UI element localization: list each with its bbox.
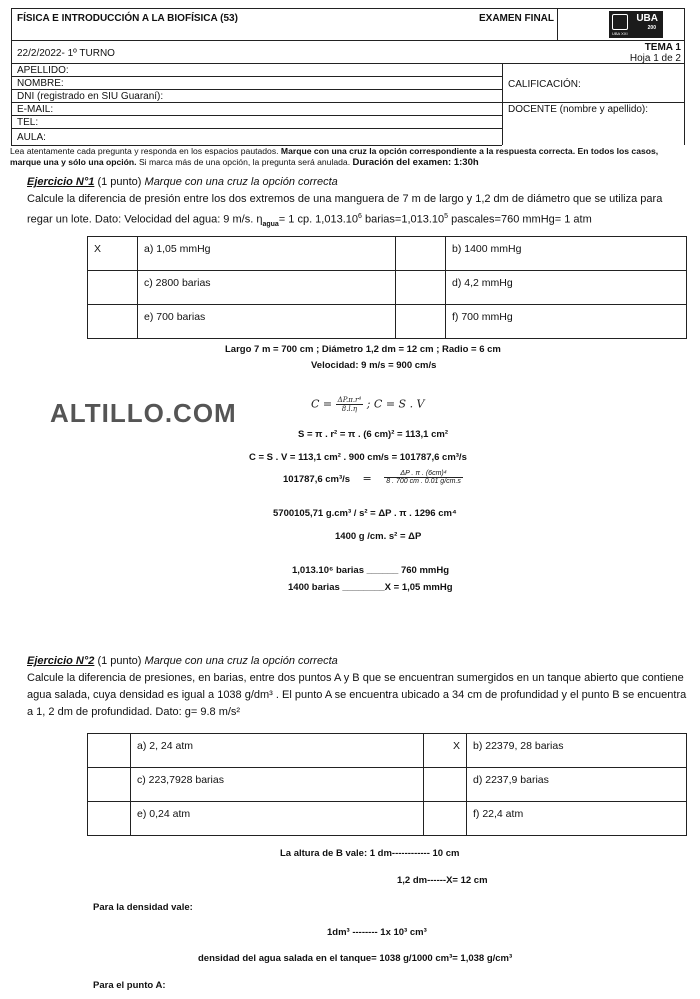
field-apellido[interactable]: APELLIDO: bbox=[17, 65, 69, 76]
ex1-formula-c bbox=[311, 396, 425, 413]
ex1-option-f[interactable]: f) 700 mmHg bbox=[446, 305, 687, 339]
table-row bbox=[88, 305, 687, 339]
ex2-option-b[interactable]: b) 22379, 28 barias bbox=[467, 734, 687, 768]
ex2-statement: Calcule la diferencia de presiones, en barias, entre dos puntos A y B que se encuentran sumergidos en un tanque abierto que contiene agua salada, cuya densidad es igual a 1038 g/dm³ . El punto A se encuentra ubicado a 34 cm de profundidad y el punto B se encuentra a 1, 2 dm de profundidad. Dato: g= 9.8 m/s² bbox=[27, 672, 687, 718]
formula-c-label: C = bbox=[311, 397, 333, 411]
exam-type: EXAMEN FINAL bbox=[479, 13, 554, 24]
ex2-option-c[interactable]: c) 223,7928 barias bbox=[131, 768, 424, 802]
field-tel[interactable]: TEL: bbox=[17, 117, 39, 128]
ex1-mark-d[interactable] bbox=[396, 271, 446, 305]
instructions-cancel: Si marca más de una opción, la pregunta será anulada. bbox=[138, 157, 351, 167]
instructions-read: Lea atentamente cada pregunta y responda en los espacios pautados. bbox=[10, 146, 279, 156]
ex1-sol-line: 101787,6 cm³/s bbox=[283, 474, 351, 485]
ex2-points: (1 punto) bbox=[97, 655, 142, 667]
field-aula[interactable]: AULA: bbox=[17, 132, 46, 143]
formula-num-2: ΔP . π . (6cm)⁴ bbox=[384, 470, 463, 478]
formula-fraction bbox=[336, 396, 364, 413]
ex2-option-f[interactable]: f) 22,4 atm bbox=[467, 802, 687, 836]
table-row bbox=[88, 802, 687, 836]
ex1-options-table bbox=[87, 236, 687, 339]
ex1-sol-line: 1400 barias ________X = 1,05 mmHg bbox=[288, 582, 453, 593]
ex2-instruction: Marque con una cruz la opción correcta bbox=[144, 655, 338, 667]
formula-fraction-2 bbox=[384, 470, 463, 485]
ex1-mark-f[interactable] bbox=[396, 305, 446, 339]
ex2-option-a[interactable]: a) 2, 24 atm bbox=[131, 734, 424, 768]
logo-year: 200 bbox=[647, 25, 656, 31]
ex1-heading bbox=[27, 176, 338, 188]
table-row bbox=[88, 768, 687, 802]
ex2-sol-line: 1dm³ -------- 1x 10³ cm³ bbox=[327, 927, 427, 938]
ex2-mark-e[interactable] bbox=[88, 802, 131, 836]
ex1-mark-c[interactable] bbox=[88, 271, 138, 305]
instructions bbox=[10, 146, 690, 168]
ex2-mark-c[interactable] bbox=[88, 768, 131, 802]
ex1-data-1: = 1 cp. 1,013.10 bbox=[278, 213, 358, 226]
exam-duration: Duración del examen: 1:30h bbox=[352, 157, 479, 168]
ex1-sol-line: 1,013.10⁶ barias ______ 760 mmHg bbox=[292, 565, 450, 576]
table-row bbox=[88, 734, 687, 768]
ex1-sol-line: S = π . r² = π . (6 cm)² = 113,1 cm² bbox=[298, 429, 448, 440]
ex1-option-e[interactable]: e) 700 barias bbox=[138, 305, 396, 339]
uba-shield-icon bbox=[612, 14, 628, 30]
exam-header bbox=[11, 8, 685, 146]
formula-den-2: 8 . 700 cm . 0.01 g/cm.s bbox=[386, 478, 461, 486]
uba-logo bbox=[609, 11, 663, 38]
ex1-formula-flow bbox=[283, 469, 463, 487]
ex1-exp-2: 5 bbox=[444, 213, 449, 220]
formula-rest: ; C = S . V bbox=[366, 397, 425, 411]
logo-text: UBA bbox=[636, 13, 658, 24]
ex1-title: Ejercicio N°1 bbox=[27, 176, 95, 188]
tema-label: TEMA 1 bbox=[644, 42, 681, 53]
ex1-statement bbox=[27, 191, 687, 233]
ex1-points: (1 punto) bbox=[97, 176, 142, 188]
ex1-sol-line: Largo 7 m = 700 cm ; Diámetro 1,2 dm = 12 cm ; Radio = 6 cm bbox=[225, 344, 501, 355]
ex1-data-3: pascales=760 mmHg= 1 atm bbox=[448, 213, 592, 226]
ex1-mark-e[interactable] bbox=[88, 305, 138, 339]
ex2-mark-b[interactable]: X bbox=[424, 734, 467, 768]
ex1-data-2: barias=1,013.10 bbox=[361, 213, 445, 226]
ex1-sol-line: 1400 g /cm. s² = ΔP bbox=[335, 531, 422, 542]
ex1-exp-1: 6 bbox=[358, 213, 362, 220]
ex2-mark-a[interactable] bbox=[88, 734, 131, 768]
ex2-sol-line: densidad del agua salada en el tanque= 1038 g/1000 cm³= 1,038 g/cm³ bbox=[198, 953, 513, 964]
date-turn: 22/2/2022- 1º TURNO bbox=[17, 48, 115, 59]
docente-field[interactable]: DOCENTE (nombre y apellido): bbox=[508, 104, 649, 115]
ex2-title: Ejercicio N°2 bbox=[27, 655, 95, 667]
course-title: FÍSICA E INTRODUCCIÓN A LA BIOFÍSICA (53) bbox=[17, 13, 238, 24]
ex1-option-d[interactable]: d) 4,2 mmHg bbox=[446, 271, 687, 305]
ex1-option-c[interactable]: c) 2800 barias bbox=[138, 271, 396, 305]
ex2-option-e[interactable]: e) 0,24 atm bbox=[131, 802, 424, 836]
field-nombre[interactable]: NOMBRE: bbox=[17, 78, 64, 89]
ex1-option-a[interactable]: a) 1,05 mmHg bbox=[138, 237, 396, 271]
logo-small: UBA XXI bbox=[612, 31, 628, 36]
ex1-mark-a[interactable]: X bbox=[88, 237, 138, 271]
calificacion-field[interactable]: CALIFICACIÓN: bbox=[508, 79, 581, 90]
ex2-sol-line: 1,2 dm------X= 12 cm bbox=[397, 875, 488, 886]
ex1-sol-line: C = S . V = 113,1 cm² . 900 cm/s = 101787,6 cm³/s bbox=[249, 452, 467, 463]
ex1-eta: η bbox=[256, 213, 263, 226]
table-row bbox=[88, 271, 687, 305]
ex2-sol-line: Para el punto A: bbox=[93, 980, 166, 991]
ex2-heading bbox=[27, 655, 338, 667]
ex2-mark-f[interactable] bbox=[424, 802, 467, 836]
formula-den: 8.l.η bbox=[341, 405, 358, 413]
ex1-option-b[interactable]: b) 1400 mmHg bbox=[446, 237, 687, 271]
ex2-option-d[interactable]: d) 2237,9 barias bbox=[467, 768, 687, 802]
ex1-instruction: Marque con una cruz la opción correcta bbox=[144, 176, 338, 188]
ex1-mark-b[interactable] bbox=[396, 237, 446, 271]
field-email[interactable]: E-MAIL: bbox=[17, 104, 54, 115]
instructions-mark: Marque con una cruz la opción correspondiente a la respuesta correcta. En todos los casos, marque una y sólo una opción. bbox=[10, 146, 659, 167]
hoja-label: Hoja 1 de 2 bbox=[629, 53, 681, 64]
ex2-sol-line: Para la densidad vale: bbox=[93, 902, 193, 913]
ex1-eta-sub: agua bbox=[262, 220, 279, 228]
field-dni[interactable]: DNI (registrado en SIU Guaraní): bbox=[17, 91, 164, 102]
ex2-sol-line: La altura de B vale: 1 dm------------ 10 cm bbox=[280, 848, 460, 859]
ex1-sol-line: Velocidad: 9 m/s = 900 cm/s bbox=[311, 360, 437, 371]
watermark: ALTILLO.COM bbox=[50, 398, 237, 428]
ex1-statement-text: Calcule la diferencia de presión entre los dos extremos de una manguera de 7 m de largo y 1,2 dm de diámetro que se utiliza para regar un lote. Dato: Velocidad del agua: 9 m/s. bbox=[27, 193, 663, 226]
table-row bbox=[88, 237, 687, 271]
ex2-options-table bbox=[87, 733, 687, 836]
formula-eq: = bbox=[362, 472, 372, 485]
formula-num: ΔP.π.r⁴ bbox=[337, 396, 362, 404]
ex2-mark-d[interactable] bbox=[424, 768, 467, 802]
ex1-sol-line: 5700105,71 g.cm³ / s² = ΔP . π . 1296 cm⁴ bbox=[273, 508, 457, 519]
